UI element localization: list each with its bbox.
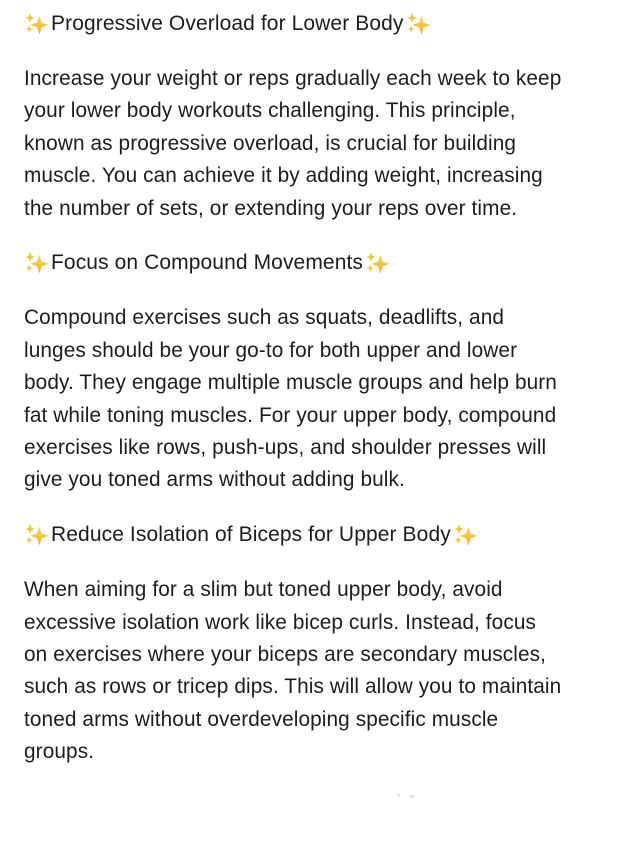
section-heading: [24, 247, 616, 279]
section-paragraph: [24, 574, 616, 768]
section-reduce-isolation: [24, 519, 616, 768]
section-heading-text: Reduce Isolation of Biceps for Upper Body: [51, 523, 451, 547]
section-paragraph: [24, 63, 616, 225]
text-line: the number of sets, or extending your reps over time.: [24, 196, 518, 220]
section-paragraph: [24, 302, 616, 496]
sparkles-icon: [24, 12, 49, 37]
faint-artifact-dot: [410, 795, 414, 798]
text-line: on exercises where your biceps are secondary muscles,: [24, 642, 546, 666]
text-line: body. They engage multiple muscle groups and help burn: [24, 371, 557, 395]
text-line: lunges should be your go-to for both upper and lower: [24, 338, 518, 362]
text-line: When aiming for a slim but toned upper body, avoid: [24, 578, 503, 602]
text-line: Compound exercises such as squats, deadlifts, and: [24, 306, 505, 330]
text-line: your lower body workouts challenging. This principle,: [24, 99, 516, 123]
text-line: give you toned arms without adding bulk.: [24, 468, 405, 492]
text-line: such as rows or tricep dips. This will allow you to maintain: [24, 675, 562, 699]
section-progressive-overload: [24, 8, 616, 225]
section-heading-text: Focus on Compound Movements: [51, 251, 364, 275]
section-heading: [24, 519, 616, 551]
text-line: excessive isolation work like bicep curls. Instead, focus: [24, 610, 536, 634]
sparkles-icon: [365, 251, 390, 276]
text-line: muscle. You can achieve it by adding weight, increasing: [24, 164, 543, 188]
faint-artifact-dot: [397, 794, 400, 797]
section-heading: [24, 8, 616, 40]
text-line: fat while toning muscles. For your upper body, compound: [24, 403, 557, 427]
sparkles-icon: [24, 251, 49, 276]
section-compound-movements: [24, 247, 616, 496]
text-line: Increase your weight or reps gradually each week to keep: [24, 66, 562, 90]
section-heading-text: Progressive Overload for Lower Body: [51, 12, 404, 35]
sparkles-icon: [406, 12, 431, 37]
text-line: groups.: [24, 740, 95, 764]
text-line: known as progressive overload, is crucial for building: [24, 131, 517, 155]
text-line: toned arms without overdeveloping specific muscle: [24, 707, 499, 731]
sparkles-icon: [24, 523, 49, 548]
text-line: exercises like rows, push-ups, and shoulder presses will: [24, 435, 547, 459]
sparkles-icon: [453, 523, 478, 548]
